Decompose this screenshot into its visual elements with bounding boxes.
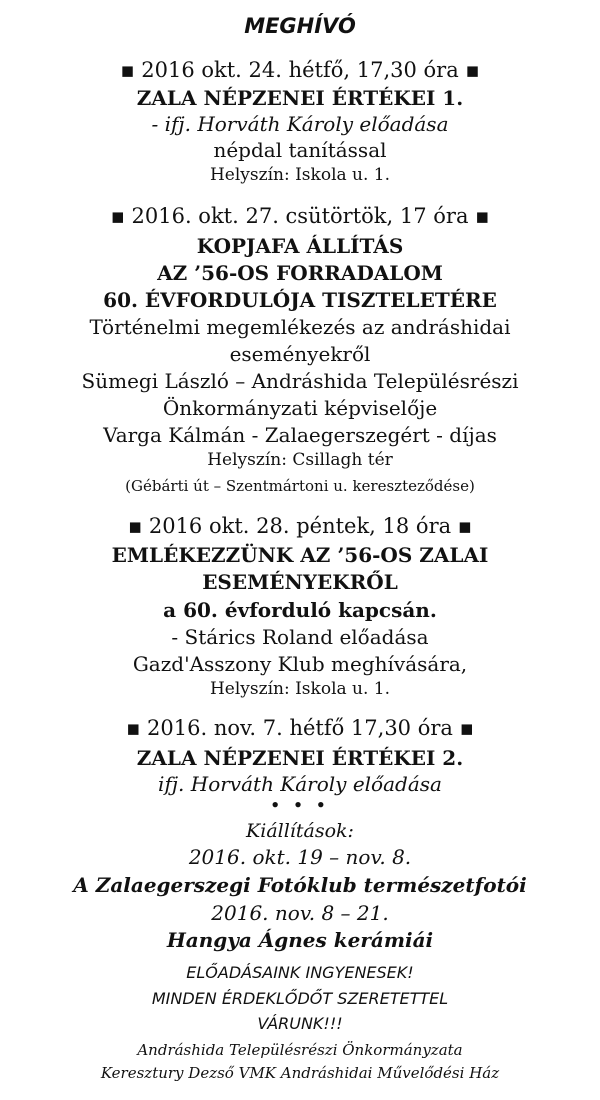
event-detail: Varga Kálmán - Zalaegerszegért - díjas xyxy=(103,423,497,447)
event-title: ZALA NÉPZENEI ÉRTÉKEI 1. xyxy=(136,86,464,110)
exhibition-title: A Zalaegerszegi Fotóklub természetfotói xyxy=(73,873,527,897)
event-title: ZALA NÉPZENEI ÉRTÉKEI 2. xyxy=(136,746,464,770)
event-detail: eseményekről xyxy=(229,342,371,366)
free-notice: VÁRUNK!!! xyxy=(257,1014,343,1033)
event-title: ESEMÉNYEKRŐL xyxy=(202,570,398,594)
event-title: AZ ’56-OS FORRADALOM xyxy=(157,261,443,285)
event-title: 60. ÉVFORDULÓJA TISZTELETÉRE xyxy=(103,288,497,312)
event-date: ▪ 2016. okt. 27. csütörtök, 17 óra ▪ xyxy=(110,204,490,228)
exhibitions-heading: Kiállítások: xyxy=(246,820,354,842)
event-presenter: - ifj. Horváth Károly előadása xyxy=(151,112,449,136)
event-title: EMLÉKEZZÜNK AZ ’56-OS ZALAI xyxy=(111,543,489,567)
event-date: ▪ 2016 okt. 28. péntek, 18 óra ▪ xyxy=(127,514,473,538)
event-detail: Önkormányzati képviselője xyxy=(162,396,438,420)
free-notice: ELŐADÁSAINK INGYENESEK! xyxy=(186,963,414,982)
event-detail: Sümegi László – Andráshida Településrészi xyxy=(81,369,519,393)
exhibition-date: 2016. okt. 19 – nov. 8. xyxy=(188,845,412,869)
page-title: MEGHÍVÓ xyxy=(244,14,356,38)
event-location: Helyszín: Csillagh tér xyxy=(207,450,393,470)
separator-dots: • • • xyxy=(270,796,330,814)
organizer: Keresztury Dezső VMK Andráshidai Művelődési Ház xyxy=(100,1064,500,1082)
event-presenter: ifj. Horváth Károly előadása xyxy=(158,772,442,796)
event-detail: - Stárics Roland előadása xyxy=(171,625,429,649)
organizer: Andráshida Településrészi Önkormányzata xyxy=(137,1041,463,1059)
event-detail: Történelmi megemlékezés az andráshidai xyxy=(89,315,511,339)
exhibition-title: Hangya Ágnes kerámiái xyxy=(166,928,434,952)
event-location-detail: (Gébárti út – Szentmártoni u. kereszteződése) xyxy=(125,477,475,495)
event-subtitle: a 60. évforduló kapcsán. xyxy=(163,598,437,622)
event-detail: népdal tanítással xyxy=(213,138,387,162)
event-date: ▪ 2016 okt. 24. hétfő, 17,30 óra ▪ xyxy=(120,58,480,82)
event-title: KOPJAFA ÁLLÍTÁS xyxy=(196,234,404,258)
exhibition-date: 2016. nov. 8 – 21. xyxy=(211,901,389,925)
free-notice: MINDEN ÉRDEKLŐDŐT SZERETETTEL xyxy=(151,989,449,1008)
event-location: Helyszín: Iskola u. 1. xyxy=(209,165,391,185)
event-location: Helyszín: Iskola u. 1. xyxy=(209,679,391,699)
event-detail: Gazd'Asszony Klub meghívására, xyxy=(132,652,468,676)
event-date: ▪ 2016. nov. 7. hétfő 17,30 óra ▪ xyxy=(126,716,474,740)
